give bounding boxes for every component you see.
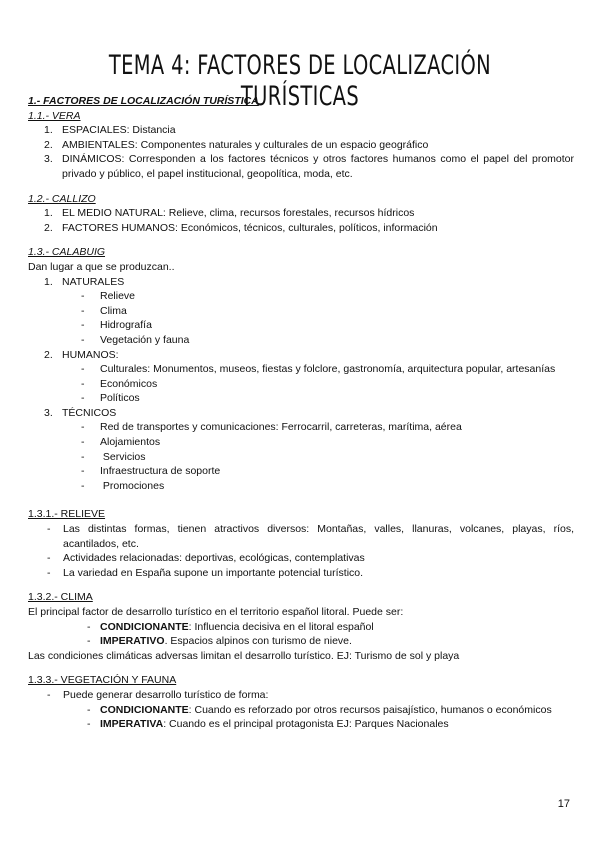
sub-bullet-item <box>28 717 574 732</box>
sub-list-item <box>28 420 574 435</box>
bullet-item-text: . Espacios alpinos con turismo de nieve. <box>164 635 352 648</box>
list-item-text: HUMANOS: <box>62 348 119 361</box>
list-item <box>28 275 574 290</box>
list-item-text: DINÁMICOS: Corresponden a los factores técnicos y otros factores humanos como el papel del promotor privado y público, el papel institucional, geopolítica, moda, etc. <box>62 153 574 180</box>
sub-list-item-text: Económicos <box>100 377 158 390</box>
bullet-item-text: : Cuando es el principal protagonista EJ: Parques Nacionales <box>163 718 449 731</box>
bold-term: CONDICIONANTE <box>100 620 189 633</box>
sub-list-item <box>28 318 574 333</box>
page-title: TEMA 4: FACTORES DE LOCALIZACIÓN TURÍSTICAS <box>108 50 492 112</box>
sub-list-item <box>28 391 574 406</box>
list-item-text: TÉCNICOS <box>62 406 117 419</box>
list-number: 3. <box>44 406 53 419</box>
subsection-heading-vera: 1.1.- VERA <box>28 109 81 122</box>
dash-bullet: - <box>81 377 85 390</box>
dash-bullet: - <box>87 703 91 716</box>
bullet-item-text: : Influencia decisiva en el litoral español <box>188 620 374 633</box>
bullet-item-text: : Cuando es reforzado por otros recursos paisajístico, humanos o económicos <box>188 703 552 716</box>
bullet-item <box>28 688 574 703</box>
calabuig-intro: Dan lugar a que se produzcan.. <box>28 260 175 273</box>
list-number: 2. <box>44 348 53 361</box>
list-item <box>28 348 574 363</box>
sub-list-item-text: Hidrografía <box>100 319 152 332</box>
sub-list-item-text: Políticos <box>100 392 140 405</box>
clima-outro: Las condiciones climáticas adversas limitan el desarrollo turístico. EJ: Turismo de sol y playa <box>28 649 460 662</box>
sub-list-item <box>28 333 574 348</box>
dash-bullet: - <box>47 688 51 701</box>
list-item <box>28 221 574 236</box>
dash-bullet: - <box>47 552 51 565</box>
sub-list-item <box>28 304 574 319</box>
sub-list-item <box>28 479 574 494</box>
sub-list-item <box>28 289 574 304</box>
bullet-item <box>28 566 574 581</box>
dash-bullet: - <box>47 566 51 579</box>
bullet-item-text: Las distintas formas, tienen atractivos diversos: Montañas, valles, llanuras, volcanes, playas, ríos, acantilados, etc. <box>63 523 574 550</box>
dash-bullet: - <box>87 620 91 633</box>
dash-bullet: - <box>81 333 85 346</box>
sub-list-item-text: Relieve <box>100 290 136 303</box>
bold-term: CONDICIONANTE <box>100 703 189 716</box>
dash-bullet: - <box>47 523 51 536</box>
sub-bullet-item <box>28 703 574 718</box>
list-item-text: AMBIENTALES: Componentes naturales y culturales de un espacio geográfico <box>62 138 429 151</box>
dash-bullet: - <box>87 635 91 648</box>
sub-list-item-text: Culturales: Monumentos, museos, fiestas y folclore, gastronomía, arquitectura popular, artesanías <box>100 363 556 376</box>
sub-list-item <box>28 377 574 392</box>
bold-term: IMPERATIVO <box>100 635 165 648</box>
list-number: 2. <box>44 221 53 234</box>
clima-intro: El principal factor de desarrollo turístico en el territorio español litoral. Puede ser: <box>28 606 404 618</box>
dash-bullet: - <box>81 436 85 449</box>
bullet-item-text: Actividades relacionadas: deportivas, ecológicas, contemplativas <box>63 552 365 565</box>
list-item <box>28 406 574 421</box>
bold-term: IMPERATIVA <box>100 718 164 731</box>
list-item <box>28 138 574 153</box>
document-body <box>28 94 574 732</box>
dash-bullet: - <box>81 392 85 405</box>
bullet-item <box>28 634 574 649</box>
list-number: 2. <box>44 138 53 151</box>
dash-bullet: - <box>81 479 85 492</box>
page-number: 17 <box>557 798 570 810</box>
dash-bullet: - <box>87 718 91 731</box>
list-item <box>28 206 574 221</box>
dash-bullet: - <box>81 363 85 376</box>
subsection-heading-calabuig: 1.3.- CALABUIG <box>28 246 106 259</box>
dash-bullet: - <box>81 290 85 303</box>
sub-list-item-text: Alojamientos <box>100 436 161 449</box>
sub-list-item-text: Promociones <box>100 479 165 492</box>
sub-list-item <box>28 362 574 377</box>
list-number: 1. <box>44 207 53 220</box>
sub-list-item <box>28 464 574 479</box>
dash-bullet: - <box>81 319 85 332</box>
subsection-heading-vegetacion: 1.3.3.- VEGETACIÓN Y FAUNA <box>28 674 177 687</box>
sub-list-item-text: Infraestructura de soporte <box>100 465 221 478</box>
dash-bullet: - <box>81 421 85 434</box>
sub-list-item-text: Clima <box>100 304 127 317</box>
list-item-text: NATURALES <box>62 275 125 288</box>
sub-list-item-text: Vegetación y fauna <box>100 333 190 346</box>
sub-list-item <box>28 435 574 450</box>
list-number: 1. <box>44 124 53 137</box>
subsection-heading-callizo: 1.2.- CALLIZO <box>28 192 96 205</box>
dash-bullet: - <box>81 465 85 478</box>
bullet-item <box>28 551 574 566</box>
sub-list-item-text: Servicios <box>100 450 146 463</box>
list-item-text: ESPACIALES: Distancia <box>62 124 176 137</box>
bullet-item <box>28 522 574 551</box>
sub-list-item <box>28 450 574 465</box>
subsection-heading-clima: 1.3.2.- CLIMA <box>28 591 93 604</box>
bullet-item <box>28 620 574 635</box>
list-item-text: FACTORES HUMANOS: Económicos, técnicos, culturales, políticos, información <box>62 221 438 234</box>
dash-bullet: - <box>81 450 85 463</box>
list-item <box>28 152 574 181</box>
bullet-item-text: Puede generar desarrollo turístico de forma: <box>63 688 269 701</box>
dash-bullet: - <box>81 304 85 317</box>
list-number: 3. <box>44 153 53 166</box>
sub-list-item-text: Red de transportes y comunicaciones: Ferrocarril, carreteras, marítima, aérea <box>100 421 462 434</box>
list-item-text: EL MEDIO NATURAL: Relieve, clima, recursos forestales, recursos hídricos <box>62 207 415 220</box>
list-number: 1. <box>44 275 53 288</box>
subsection-heading-relieve: 1.3.1.- RELIEVE <box>28 508 106 521</box>
list-item <box>28 123 574 138</box>
section-heading: 1.- FACTORES DE LOCALIZACIÓN TURÍSTICA <box>28 95 259 107</box>
bullet-item-text: La variedad en España supone un importante potencial turístico. <box>63 566 364 579</box>
